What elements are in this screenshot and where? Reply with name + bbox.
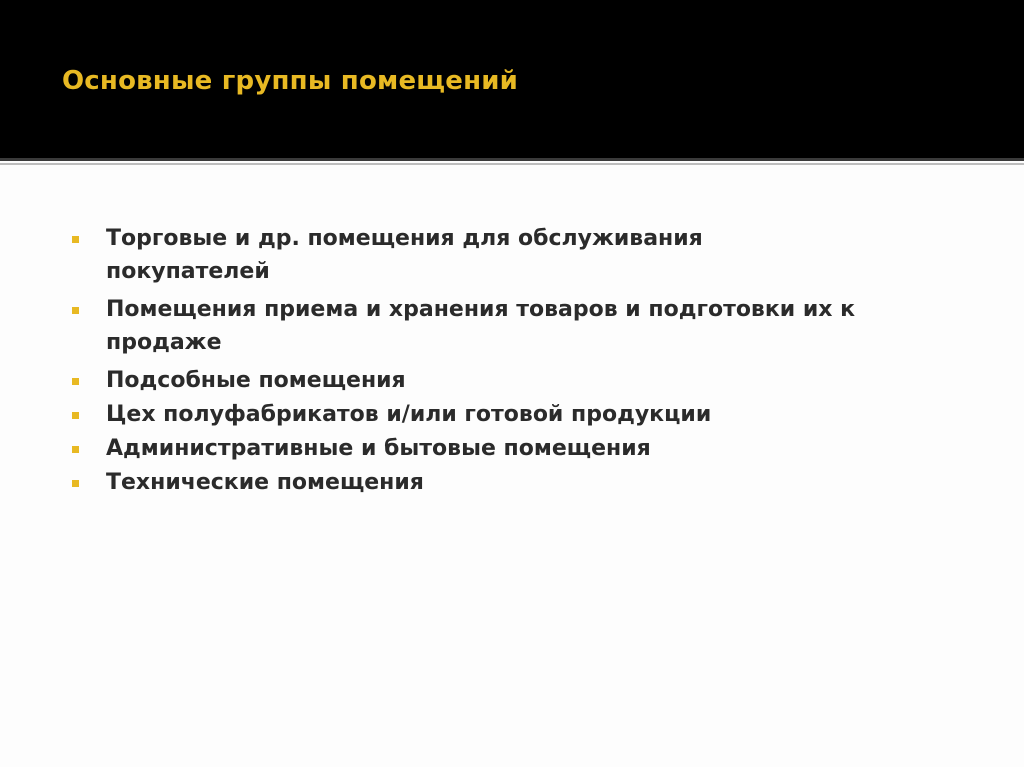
bullet-text: Подсобные помещения: [106, 368, 406, 393]
title-divider-light: [0, 163, 1024, 165]
square-bullet-icon: [72, 378, 79, 385]
slide-title: Основные группы помещений: [62, 66, 519, 96]
bullet-item: [0, 293, 1024, 359]
bullet-item: [0, 398, 1024, 431]
bullet-item: [0, 432, 1024, 465]
square-bullet-icon: [72, 412, 79, 419]
bullet-text: Цех полуфабрикатов и/или готовой продукции: [106, 402, 712, 427]
square-bullet-icon: [72, 446, 79, 453]
bullet-text: Помещения приема и хранения товаров и подготовки их к продаже: [106, 297, 856, 355]
bullet-item: [0, 364, 1024, 397]
title-divider: [0, 158, 1024, 161]
bullet-text: Технические помещения: [106, 470, 424, 495]
square-bullet-icon: [72, 307, 79, 314]
bullet-item: [0, 222, 1024, 288]
square-bullet-icon: [72, 480, 79, 487]
bullet-text: Торговые и др. помещения для обслуживания покупателей: [106, 226, 703, 284]
square-bullet-icon: [72, 236, 79, 243]
bullet-list: [0, 222, 1024, 500]
title-band: [0, 0, 1024, 158]
bullet-item: [0, 466, 1024, 499]
bullet-text: Административные и бытовые помещения: [106, 436, 651, 461]
